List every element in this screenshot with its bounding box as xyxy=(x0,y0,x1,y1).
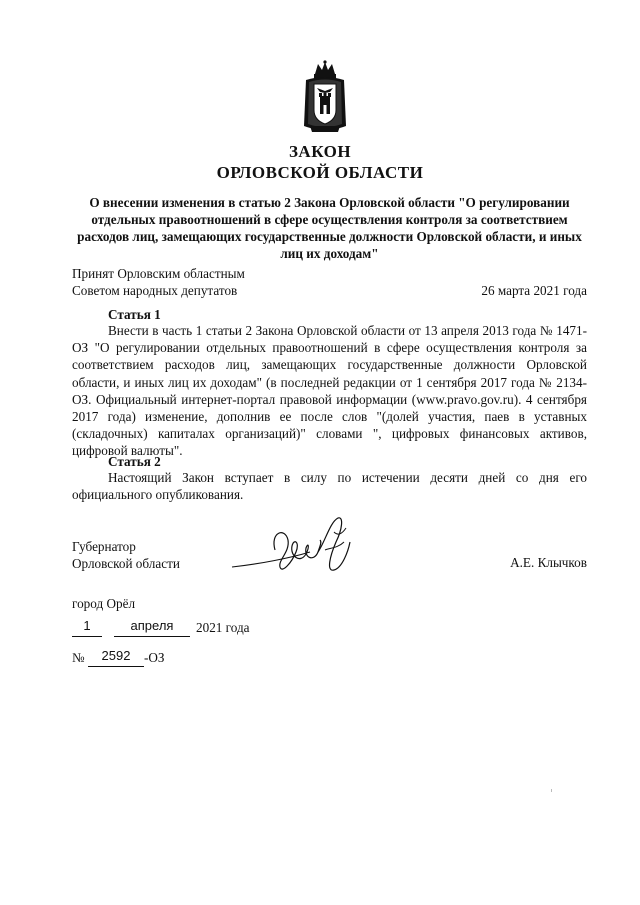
scan-artifact xyxy=(551,789,552,792)
date-month-blank xyxy=(114,620,190,637)
signing-date xyxy=(72,620,372,640)
signing-city: город Орёл xyxy=(72,596,136,611)
date-month-value: апреля xyxy=(130,618,174,633)
article-1-heading: Статья 1 xyxy=(108,307,161,322)
adoption-authority xyxy=(72,265,245,299)
adoption-line-1: Принят Орловским областным xyxy=(72,266,245,281)
signatory-position xyxy=(72,538,180,572)
adoption-date: 26 марта 2021 года xyxy=(481,283,587,298)
adoption-line-2: Советом народных депутатов xyxy=(72,283,238,298)
handwritten-signature xyxy=(230,512,360,587)
date-day-blank xyxy=(72,620,102,637)
article-2-heading: Статья 2 xyxy=(108,454,161,469)
date-day-value: 1 xyxy=(83,618,91,633)
region-title: ОРЛОВСКОЙ ОБЛАСТИ xyxy=(216,163,424,182)
law-number xyxy=(72,650,372,670)
article-1-text: Внести в часть 1 статьи 2 Закона Орловской области от 13 апреля 2013 года № 1471-ОЗ "О регулировании отдельных правоотношений в сфере осуществления контроля за соответствием расходов лиц, замещающих государственные должности Орловской области, и иных лиц их доходам" (в последней редакции от 1 сентября 2017 года № 2134-ОЗ. Официальный интернет-портал правовой информации (www.pravo.gov.ru). 4 сентября 2017 года) изменение, дополнив ее после слов "(долей участия, паев в уставных (складочных) капиталах организаций)" словами ", цифровых финансовых активов, цифровой валюты". xyxy=(72,323,587,459)
signatory-position-line-1: Губернатор xyxy=(72,539,136,554)
number-value: 2592 xyxy=(101,648,131,663)
coat-of-arms-icon xyxy=(300,60,350,136)
date-year: 2021 года xyxy=(196,620,250,635)
document-type-title: ЗАКОН xyxy=(288,142,352,161)
law-subject-title: О внесении изменения в статью 2 Закона Орловской области "О регулировании отдельных правоотношений в сфере осуществления контроля за соответствием расходов лиц, замещающих государственные должности Орловской области, и иных лиц их доходам" xyxy=(77,195,582,261)
number-blank xyxy=(88,650,144,667)
number-suffix: -ОЗ xyxy=(144,650,165,665)
signatory-name: А.Е. Клычков xyxy=(510,555,587,570)
signatory-position-line-2: Орловской области xyxy=(72,556,180,571)
article-2-text: Настоящий Закон вступает в силу по истечении десяти дней со дня его официального опубликования. xyxy=(72,470,587,503)
number-sign: № xyxy=(72,650,85,665)
